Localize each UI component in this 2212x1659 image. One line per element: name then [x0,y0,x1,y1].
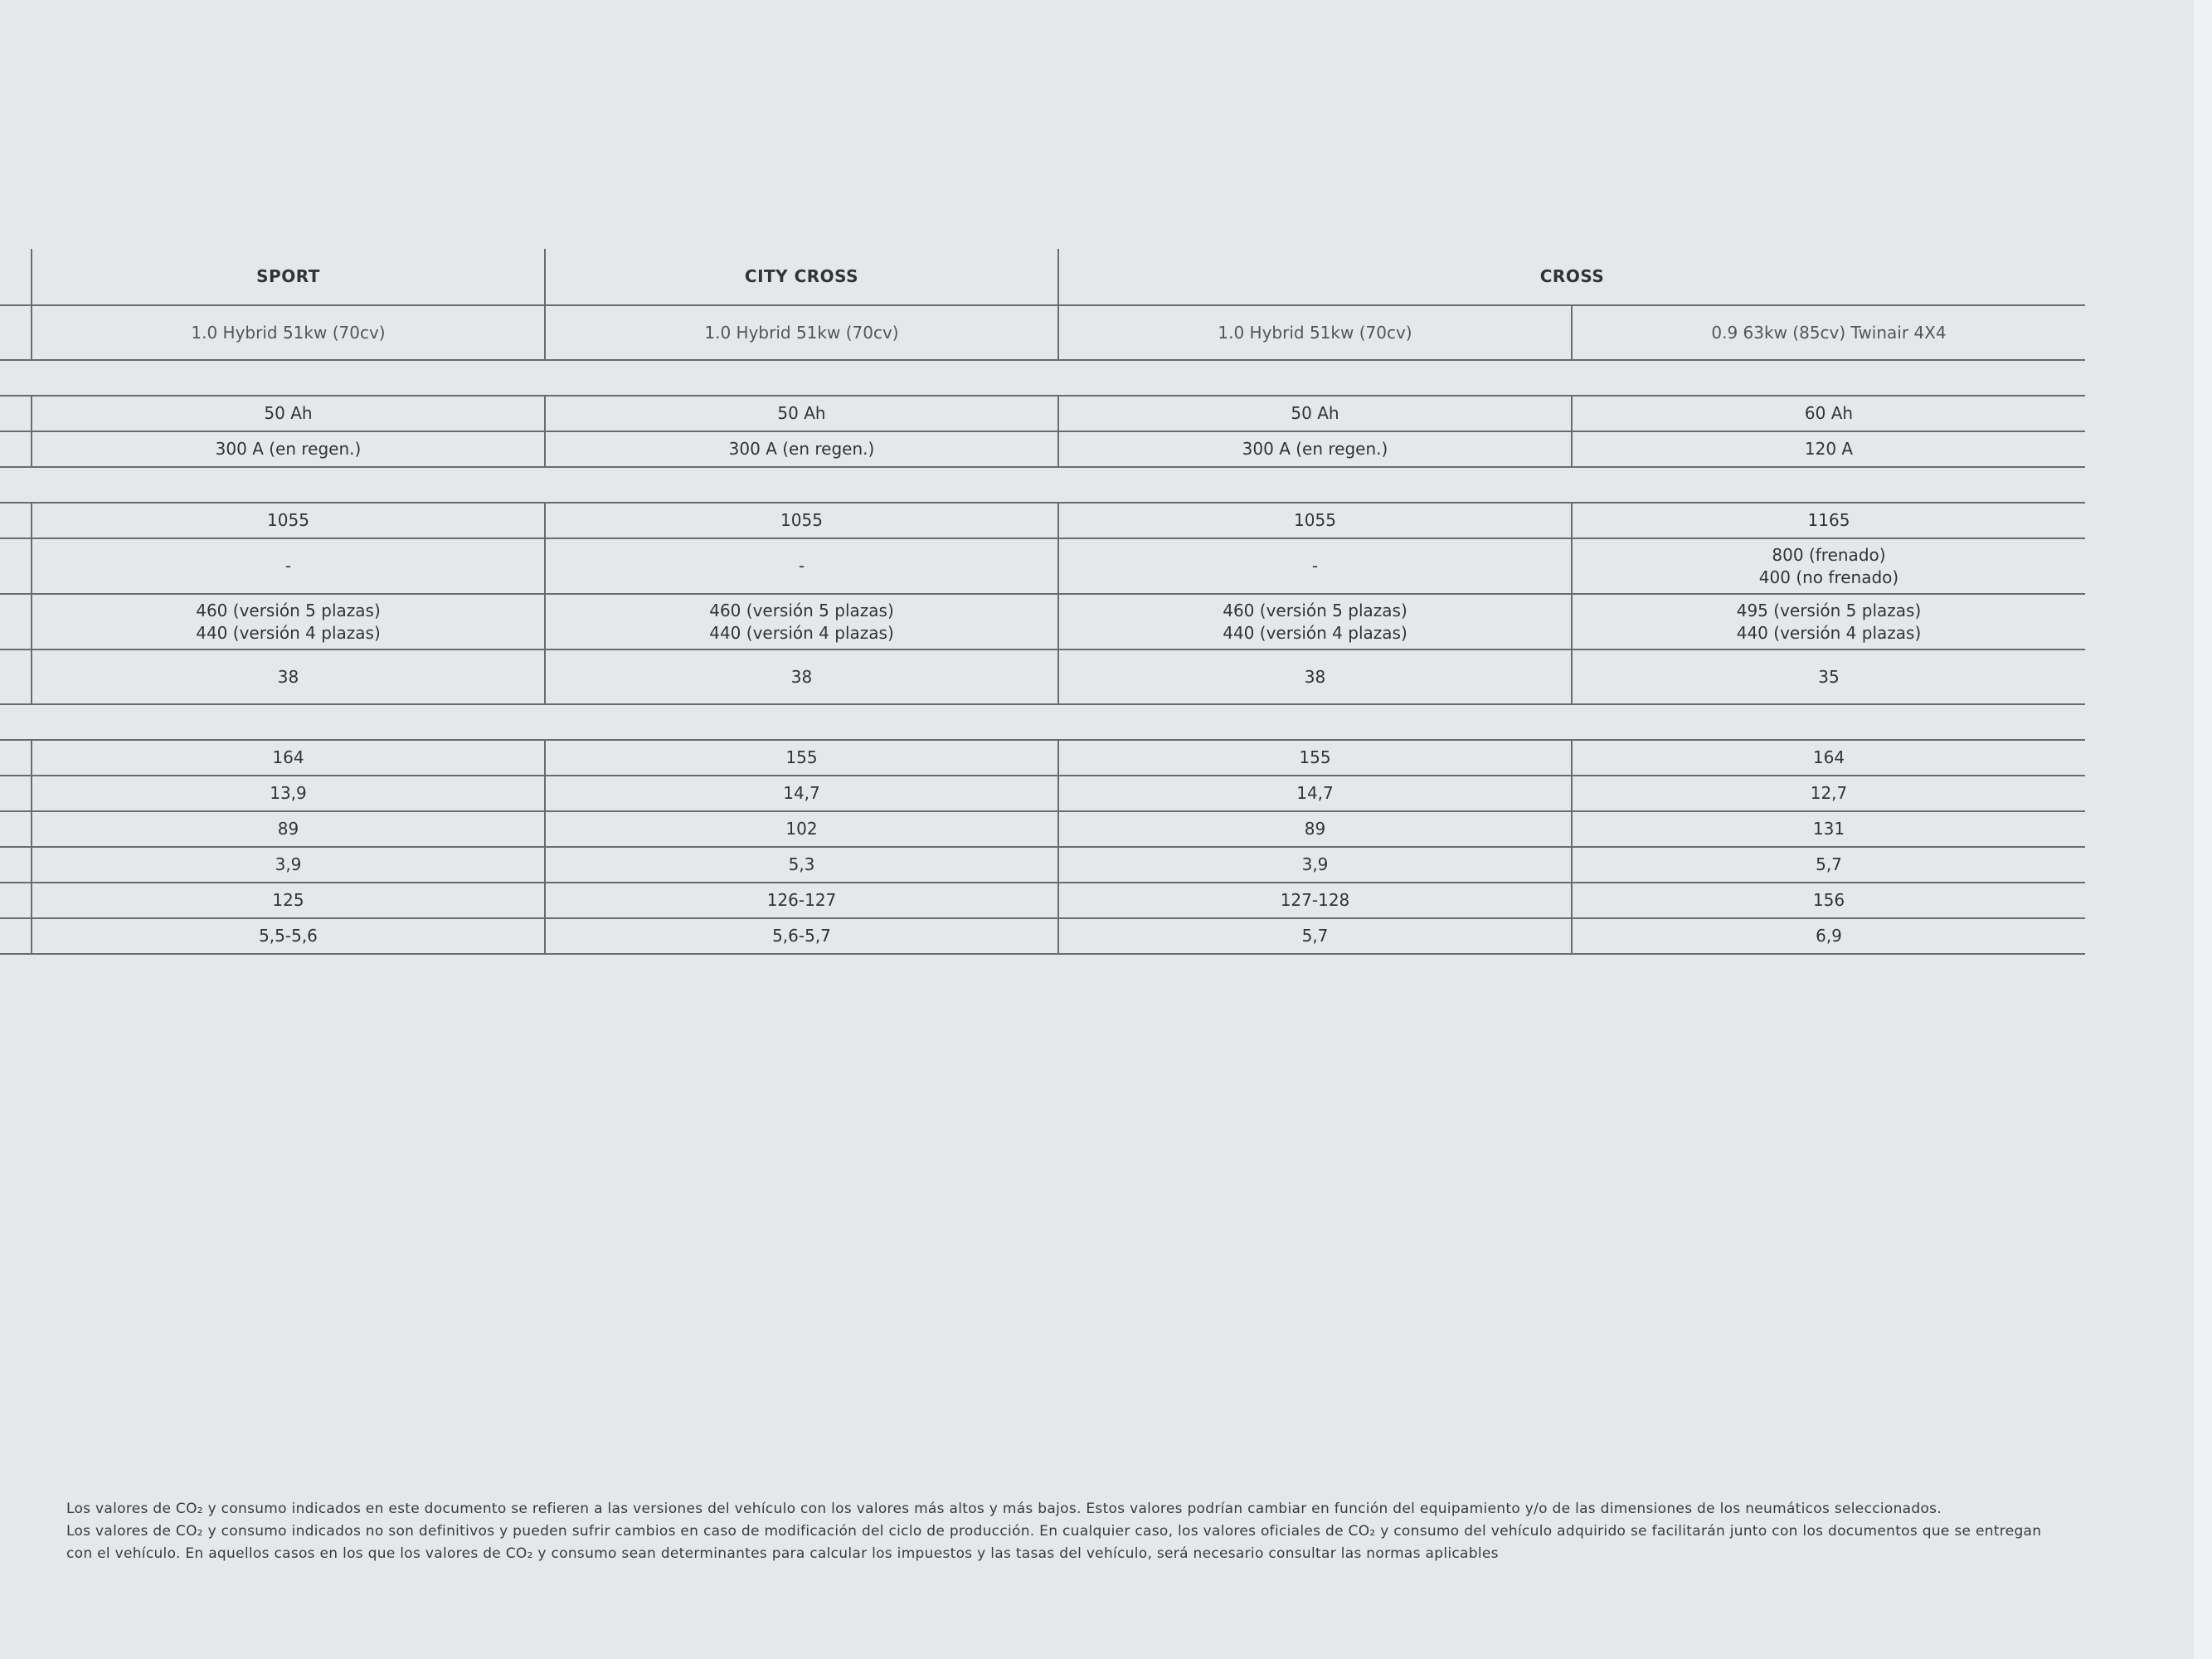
cell-line: 440 (versión 4 plazas) [1736,622,1922,643]
footnote-line: con el vehículo. En aquellos casos en los que los valores de CO₂ y consumo sean determinantes para calcular los impuestos y las tasas del vehículo, será necesario consultar las normas aplicables [66,1545,1499,1562]
cell-line: 495 (versión 5 plazas) [1736,600,1922,620]
row-stub [0,249,32,305]
table-cell: 300 A (en regen.) [545,431,1058,467]
table-row [0,503,2085,538]
version-sport: SPORT [32,249,545,305]
table-cell [1572,594,2085,649]
table-cell [32,538,545,594]
table-cell: 1055 [32,503,545,538]
table-cell: 89 [32,811,545,847]
table-cell [1058,594,1572,649]
table-cell: 5,3 [545,847,1058,883]
table-cell: 1055 [545,503,1058,538]
table-row [0,740,2085,776]
table-cell [1572,538,2085,594]
table-row [0,847,2085,883]
cell-line: - [1311,556,1319,576]
table-cell: 300 A (en regen.) [32,431,545,467]
table-cell: 38 [545,649,1058,704]
cell-line: 800 (frenado) [1772,544,1886,565]
footnote-line: Los valores de CO₂ y consumo indicados no son definitivos y pueden sufrir cambios en caso de modificación del ciclo de producción. En cualquier caso, los valores oficiales de CO₂ y consumo del vehículo adquirido se facilitarán junto con los documentos que se entregan [66,1523,2042,1540]
table-cell: 12,7 [1572,776,2085,811]
table-cell: 14,7 [1058,776,1572,811]
section-gap [0,360,2085,396]
cell-line: 400 (no frenado) [1758,567,1899,587]
cell-line: 440 (versión 4 plazas) [709,622,894,643]
engine-cell: 1.0 Hybrid 51kw (70cv) [1058,305,1572,360]
cell-line: 460 (versión 5 plazas) [196,600,381,620]
table-cell: 164 [32,740,545,776]
table-row [0,431,2085,467]
cell-line: 460 (versión 5 plazas) [709,600,894,620]
table-row [0,396,2085,431]
engine-row [0,305,2085,360]
table-cell: 89 [1058,811,1572,847]
cell-line: - [284,556,292,576]
table-cell: 50 Ah [1058,396,1572,431]
engine-cell: 0.9 63kw (85cv) Twinair 4X4 [1572,305,2085,360]
table-cell: 125 [32,883,545,918]
table-cell: 155 [545,740,1058,776]
table-cell: 13,9 [32,776,545,811]
table-cell: 3,9 [32,847,545,883]
table-cell: 38 [1058,649,1572,704]
table-row [0,883,2085,918]
table-cell: 3,9 [1058,847,1572,883]
engine-cell: 1.0 Hybrid 51kw (70cv) [545,305,1058,360]
table-cell: 1055 [1058,503,1572,538]
table-cell: 155 [1058,740,1572,776]
table-cell: 127-128 [1058,883,1572,918]
table-cell [545,594,1058,649]
table-cell: 5,7 [1058,918,1572,954]
version-header-row [0,249,2085,305]
cell-line: - [798,556,805,576]
section-gap [0,704,2085,740]
table-row [0,776,2085,811]
version-cross: CROSS [1058,249,2085,305]
table-cell: 5,6-5,7 [545,918,1058,954]
table-cell: 300 A (en regen.) [1058,431,1572,467]
table-cell: 131 [1572,811,2085,847]
technical-spec-table [0,249,2085,955]
cell-line: 440 (versión 4 plazas) [196,622,381,643]
table-row [0,811,2085,847]
table-cell [32,594,545,649]
table-cell: 164 [1572,740,2085,776]
table-cell: 60 Ah [1572,396,2085,431]
table-cell: 50 Ah [32,396,545,431]
table-cell: 14,7 [545,776,1058,811]
page-edge [2194,0,2212,1659]
footnote-line: Los valores de CO₂ y consumo indicados en este documento se refieren a las versiones del vehículo con los valores más altos y más bajos. Estos valores podrían cambiar en función del equipamiento y/o de las dimensiones de los neumáticos seleccionados. [66,1501,1942,1517]
table-cell: 50 Ah [545,396,1058,431]
table-cell: 156 [1572,883,2085,918]
table-cell: 35 [1572,649,2085,704]
table-cell: 102 [545,811,1058,847]
table-cell: 5,5-5,6 [32,918,545,954]
table-row [0,649,2085,704]
table-cell [545,538,1058,594]
table-cell: 120 A [1572,431,2085,467]
table-cell: 38 [32,649,545,704]
version-city-cross: CITY CROSS [545,249,1058,305]
table-row [0,538,2085,594]
table-row [0,594,2085,649]
table-row [0,918,2085,954]
cell-line: 460 (versión 5 plazas) [1223,600,1407,620]
table-cell: 1165 [1572,503,2085,538]
table-cell: 5,7 [1572,847,2085,883]
engine-cell: 1.0 Hybrid 51kw (70cv) [32,305,545,360]
table-cell: 6,9 [1572,918,2085,954]
table-cell [1058,538,1572,594]
table-cell: 126-127 [545,883,1058,918]
cell-line: 440 (versión 4 plazas) [1223,622,1407,643]
co2-disclaimer-footnote [66,1498,2156,1565]
section-gap [0,467,2085,503]
